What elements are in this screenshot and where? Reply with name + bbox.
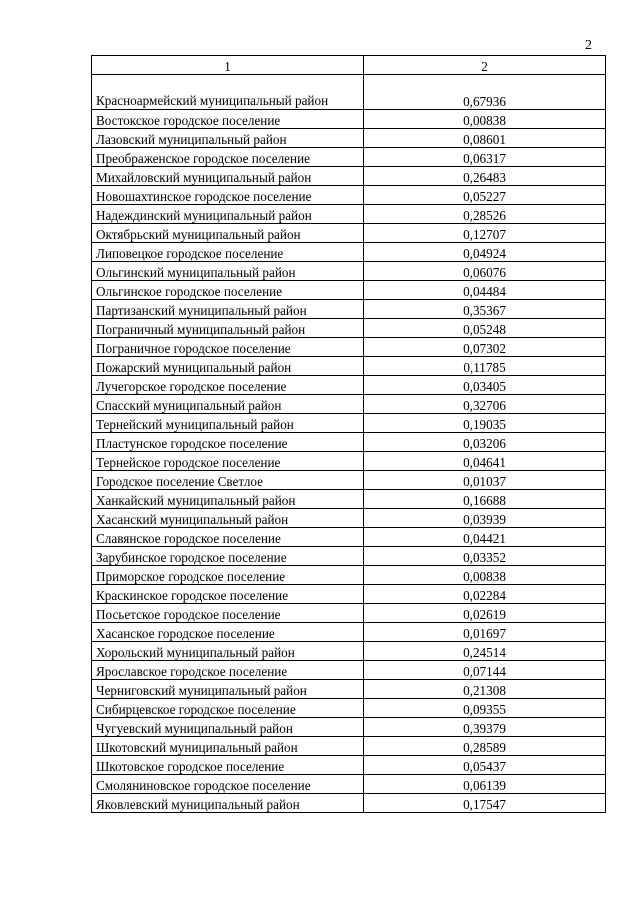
row-value-cell: 0,06076 bbox=[364, 262, 606, 281]
table-row bbox=[92, 604, 606, 623]
row-value-cell: 0,04421 bbox=[364, 528, 606, 547]
table-row bbox=[92, 680, 606, 699]
row-value-cell: 0,07144 bbox=[364, 661, 606, 680]
table-row bbox=[92, 756, 606, 775]
row-value-cell: 0,05227 bbox=[364, 186, 606, 205]
table-row bbox=[92, 528, 606, 547]
row-name-cell: Новошахтинское городское поселение bbox=[92, 186, 364, 205]
row-value-cell: 0,00838 bbox=[364, 110, 606, 129]
table-row bbox=[92, 794, 606, 813]
row-name-cell: Преображенское городское поселение bbox=[92, 148, 364, 167]
row-value-cell: 0,35367 bbox=[364, 300, 606, 319]
row-name-cell: Октябрьский муниципальный район bbox=[92, 224, 364, 243]
row-name-cell: Зарубинское городское поселение bbox=[92, 547, 364, 566]
row-name-cell: Красноармейский муниципальный район bbox=[92, 75, 364, 110]
row-value-cell: 0,19035 bbox=[364, 414, 606, 433]
table-row bbox=[92, 186, 606, 205]
table-row bbox=[92, 547, 606, 566]
row-value-cell: 0,12707 bbox=[364, 224, 606, 243]
table-row bbox=[92, 281, 606, 300]
table-row bbox=[92, 585, 606, 604]
table-row bbox=[92, 509, 606, 528]
row-name-cell: Краскинское городское поселение bbox=[92, 585, 364, 604]
row-name-cell: Ольгинское городское поселение bbox=[92, 281, 364, 300]
row-value-cell: 0,09355 bbox=[364, 699, 606, 718]
row-value-cell: 0,03352 bbox=[364, 547, 606, 566]
table-row bbox=[92, 205, 606, 224]
table-header-row bbox=[92, 56, 606, 75]
row-value-cell: 0,28526 bbox=[364, 205, 606, 224]
row-value-cell: 0,08601 bbox=[364, 129, 606, 148]
row-value-cell: 0,03206 bbox=[364, 433, 606, 452]
table-row bbox=[92, 471, 606, 490]
row-value-cell: 0,01697 bbox=[364, 623, 606, 642]
row-value-cell: 0,04484 bbox=[364, 281, 606, 300]
row-name-cell: Черниговский муниципальный район bbox=[92, 680, 364, 699]
table-row bbox=[92, 148, 606, 167]
row-value-cell: 0,01037 bbox=[364, 471, 606, 490]
row-value-cell: 0,05437 bbox=[364, 756, 606, 775]
row-name-cell: Славянское городское поселение bbox=[92, 528, 364, 547]
row-name-cell: Посьетское городское поселение bbox=[92, 604, 364, 623]
row-value-cell: 0,02284 bbox=[364, 585, 606, 604]
table-row bbox=[92, 338, 606, 357]
row-name-cell: Ольгинский муниципальный район bbox=[92, 262, 364, 281]
row-name-cell: Востокское городское поселение bbox=[92, 110, 364, 129]
table-row bbox=[92, 75, 606, 110]
table-row bbox=[92, 300, 606, 319]
row-name-cell: Смоляниновское городское поселение bbox=[92, 775, 364, 794]
row-value-cell: 0,03405 bbox=[364, 376, 606, 395]
row-name-cell: Хорольский муниципальный район bbox=[92, 642, 364, 661]
row-value-cell: 0,05248 bbox=[364, 319, 606, 338]
row-name-cell: Пограничный муниципальный район bbox=[92, 319, 364, 338]
row-value-cell: 0,67936 bbox=[364, 75, 606, 110]
table-row bbox=[92, 414, 606, 433]
row-name-cell: Спасский муниципальный район bbox=[92, 395, 364, 414]
table-row bbox=[92, 566, 606, 585]
table-row bbox=[92, 357, 606, 376]
row-name-cell: Тернейский муниципальный район bbox=[92, 414, 364, 433]
table-row bbox=[92, 433, 606, 452]
table-row bbox=[92, 642, 606, 661]
row-value-cell: 0,04641 bbox=[364, 452, 606, 471]
table-body bbox=[92, 56, 606, 813]
data-table bbox=[91, 55, 606, 813]
row-name-cell: Хасанское городское поселение bbox=[92, 623, 364, 642]
row-value-cell: 0,26483 bbox=[364, 167, 606, 186]
table-row bbox=[92, 243, 606, 262]
row-name-cell: Сибирцевское городское поселение bbox=[92, 699, 364, 718]
row-value-cell: 0,39379 bbox=[364, 718, 606, 737]
row-name-cell: Чугуевский муниципальный район bbox=[92, 718, 364, 737]
row-name-cell: Шкотовское городское поселение bbox=[92, 756, 364, 775]
row-name-cell: Хасанский муниципальный район bbox=[92, 509, 364, 528]
table-row bbox=[92, 110, 606, 129]
row-name-cell: Ярославское городское поселение bbox=[92, 661, 364, 680]
row-name-cell: Липовецкое городское поселение bbox=[92, 243, 364, 262]
row-name-cell: Городское поселение Светлое bbox=[92, 471, 364, 490]
row-value-cell: 0,07302 bbox=[364, 338, 606, 357]
row-value-cell: 0,28589 bbox=[364, 737, 606, 756]
table-row bbox=[92, 699, 606, 718]
row-value-cell: 0,06139 bbox=[364, 775, 606, 794]
row-name-cell: Приморское городское поселение bbox=[92, 566, 364, 585]
table-row bbox=[92, 718, 606, 737]
table-row bbox=[92, 167, 606, 186]
row-name-cell: Лучегорское городское поселение bbox=[92, 376, 364, 395]
header-col-1: 1 bbox=[92, 56, 364, 75]
page-number: 2 bbox=[585, 38, 592, 53]
table-row bbox=[92, 775, 606, 794]
table-row bbox=[92, 452, 606, 471]
table-row bbox=[92, 319, 606, 338]
row-value-cell: 0,17547 bbox=[364, 794, 606, 813]
table-row bbox=[92, 737, 606, 756]
table-row bbox=[92, 661, 606, 680]
row-name-cell: Яковлевский муниципальный район bbox=[92, 794, 364, 813]
row-name-cell: Шкотовский муниципальный район bbox=[92, 737, 364, 756]
row-value-cell: 0,04924 bbox=[364, 243, 606, 262]
row-name-cell: Пограничное городское поселение bbox=[92, 338, 364, 357]
table-row bbox=[92, 490, 606, 509]
table-row bbox=[92, 623, 606, 642]
header-col-2: 2 bbox=[364, 56, 606, 75]
row-value-cell: 0,00838 bbox=[364, 566, 606, 585]
row-value-cell: 0,16688 bbox=[364, 490, 606, 509]
row-value-cell: 0,06317 bbox=[364, 148, 606, 167]
row-value-cell: 0,11785 bbox=[364, 357, 606, 376]
row-name-cell: Ханкайский муниципальный район bbox=[92, 490, 364, 509]
table-row bbox=[92, 224, 606, 243]
table-row bbox=[92, 395, 606, 414]
row-name-cell: Михайловский муниципальный район bbox=[92, 167, 364, 186]
row-name-cell: Лазовский муниципальный район bbox=[92, 129, 364, 148]
table-row bbox=[92, 129, 606, 148]
row-value-cell: 0,24514 bbox=[364, 642, 606, 661]
row-value-cell: 0,32706 bbox=[364, 395, 606, 414]
row-name-cell: Пожарский муниципальный район bbox=[92, 357, 364, 376]
row-name-cell: Партизанский муниципальный район bbox=[92, 300, 364, 319]
row-value-cell: 0,21308 bbox=[364, 680, 606, 699]
row-name-cell: Надеждинский муниципальный район bbox=[92, 205, 364, 224]
row-name-cell: Пластунское городское поселение bbox=[92, 433, 364, 452]
row-value-cell: 0,02619 bbox=[364, 604, 606, 623]
row-name-cell: Тернейское городское поселение bbox=[92, 452, 364, 471]
table-row bbox=[92, 376, 606, 395]
table-row bbox=[92, 262, 606, 281]
row-value-cell: 0,03939 bbox=[364, 509, 606, 528]
